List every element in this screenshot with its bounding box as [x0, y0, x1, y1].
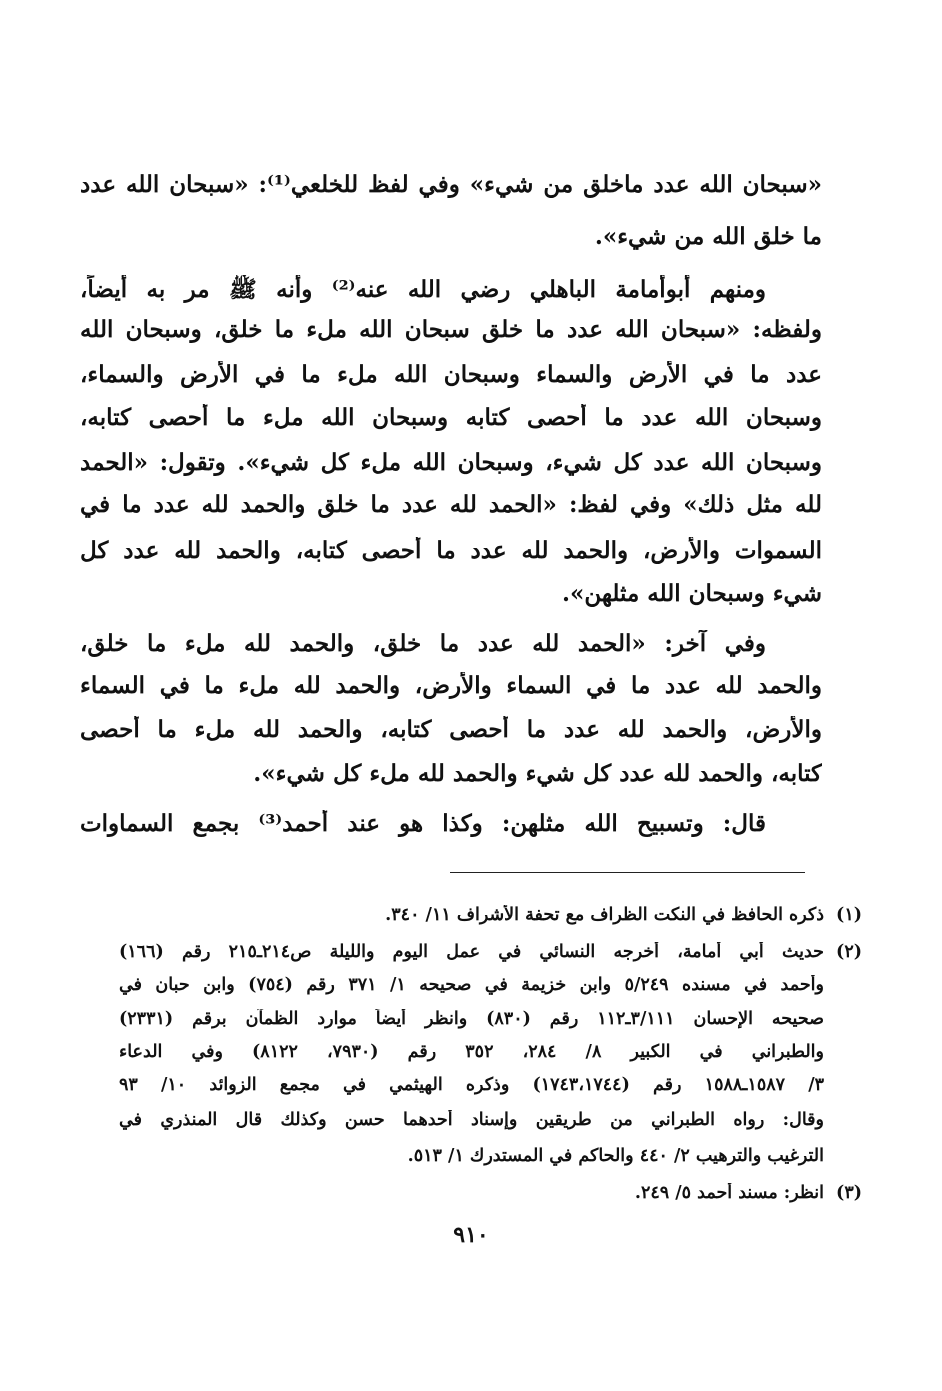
- footnote-1-number: (١): [836, 905, 862, 925]
- paragraph-2-line-6: لله مثل ذلك» وفي لفظ: «الحمد لله عدد ما خلق والحمد لله عدد ما في: [80, 491, 822, 518]
- paragraph-2-line-8: شيء وسبحان الله مثلهن».: [561, 580, 822, 607]
- paragraph-1-line-1: «سبحان الله عدد ماخلق من شيء» وفي لفظ للخلعي⁽¹⁾: «سبحان الله عدد: [80, 171, 822, 198]
- paragraph-2-line-2: ولفظه: «سبحان الله عدد ما خلق سبحان الله ملء ما خلق، وسبحان الله: [80, 316, 822, 343]
- paragraph-3-line-1: وفي آخر: «الحمد لله عدد ما خلق، والحمد لله ملء ما خلق،: [80, 630, 766, 657]
- paragraph-3-line-3: والأرض، والحمد لله عدد ما أحصى كتابه، والحمد لله ملء ما أحصى: [80, 716, 822, 743]
- paragraph-1-line-2: ما خلق الله من شيء».: [594, 223, 822, 250]
- paragraph-2-line-5: وسبحان الله عدد كل شيء، وسبحان الله ملء كل شيء». وتقول: «الحمد: [80, 449, 822, 476]
- footnote-2-line-6: وقال: رواه الطبراني من طريقين وإسناد أحدهما حسن وكذلك قال المنذري في: [119, 1110, 824, 1130]
- paragraph-2-line-1: ومنهم أبوأمامة الباهلي رضي الله عنه⁽²⁾ وأنه ﷺ مر به أيضاً،: [80, 276, 766, 303]
- footnote-2-line-3: صحيحه الإحسان ٣/١١١ـ١١٢ رقم (٨٣٠) وانظر أيضاً موارد الظمآن برقم (٢٣٣١): [119, 1009, 824, 1029]
- footnote-2-line-5: ٣/ ١٥٨٧ـ١٥٨٨ رقم (١٧٤٣،١٧٤٤) وذكره الهيثمي في مجمع الزوائد ١٠/ ٩٣: [119, 1075, 824, 1095]
- footnote-3-number: (٣): [836, 1183, 862, 1203]
- page-number: ٩١٠: [453, 1222, 489, 1248]
- footnote-2-number: (٢): [836, 942, 862, 962]
- paragraph-2-line-3: عدد ما في الأرض والسماء وسبحان الله ملء ما في الأرض والسماء،: [80, 361, 822, 388]
- footnote-2-line-2: وأحمد في مسنده ٥/٢٤٩ وابن خزيمة في صحيحه ١/ ٣٧١ رقم (٧٥٤) وابن حبان في: [119, 975, 824, 995]
- paragraph-2-line-7: السموات والأرض، والحمد لله عدد ما أحصى كتابه، والحمد لله عدد كل: [80, 537, 822, 564]
- footnote-2-line-1: حديث أبي أمامة، أخرجه النسائي في عمل اليوم والليلة ص٢١٤ـ٢١٥ رقم (١٦٦): [119, 942, 824, 962]
- paragraph-4-line-1: قال: وتسبيح الله مثلهن: وكذا هو عند أحمد⁽³⁾ بجمع السماوات: [80, 810, 767, 837]
- footnote-2-line-7: الترغيب والترهيب ٢/ ٤٤٠ والحاكم في المستدرك ١/ ٥١٣.: [407, 1146, 824, 1166]
- paragraph-3-line-4: كتابه، والحمد لله عدد كل شيء والحمد لله ملء كل شيء».: [253, 760, 822, 787]
- footnote-1-line-1: ذكره الحافظ في النكت الظراف مع تحفة الأشراف ١١/ ٣٤٠.: [385, 905, 824, 925]
- paragraph-2-line-4: وسبحان الله عدد ما أحصى كتابه وسبحان الله ملء ما أحصى كتابه،: [80, 404, 822, 431]
- footnote-3-line-1: انظر: مسند أحمد ٥/ ٢٤٩.: [634, 1183, 824, 1203]
- paragraph-3-line-2: والحمد لله عدد ما في السماء والأرض، والحمد لله ملء ما في السماء: [80, 672, 822, 699]
- footnote-2-line-4: والطبراني في الكبير ٨/ ٢٨٤، ٣٥٢ رقم (٧٩٣٠، ٨١٢٢) وفي الدعاء: [119, 1042, 824, 1062]
- footnote-divider: [450, 872, 805, 873]
